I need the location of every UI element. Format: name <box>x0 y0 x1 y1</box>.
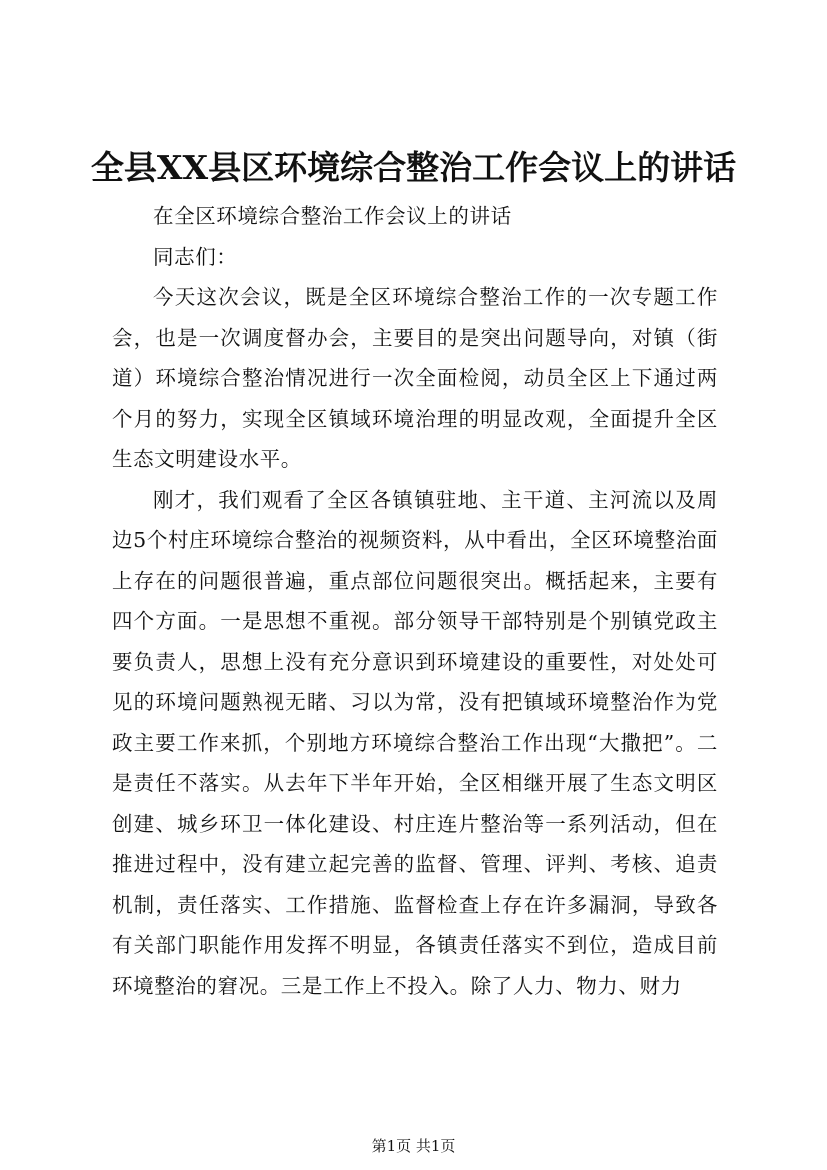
document-body <box>112 196 718 1006</box>
body-paragraph: 今天这次会议，既是全区环境综合整治工作的一次专题工作会，也是一次调度督办会，主要目的是突出问题导向，对镇（街道）环境综合整治情况进行一次全面检阅，动员全区上下通过两个月的努力，实现全区镇域环境治理的明显改观，全面提升全区生态文明建设水平。 <box>112 285 718 471</box>
body-paragraph: 刚才，我们观看了全区各镇镇驻地、主干道、主河流以及周边5个村庄环境综合整治的视频资料，从中看出，全区环境整治面上存在的问题很普遍，重点部位问题很突出。概括起来，主要有四个方面。一是思想不重视。部分领导干部特别是个别镇党政主要负责人，思想上没有充分意识到环境建设的重要性，对处处可见的环境问题熟视无睹、习以为常，没有把镇域环境整治作为党政主要工作来抓，个别地方环境综合整治工作出现“大撒把”。二是责任不落实。从去年下半年开始，全区相继开展了生态文明区创建、城乡环卫一体化建设、村庄连片整治等一系列活动，但在推进过程中，没有建立起完善的监督、管理、评判、考核、追责机制，责任落实、工作措施、监督检查上存在许多漏洞，导致各有关部门职能作用发挥不明显，各镇责任落实不到位，造成目前环境整治的窘况。三是工作上不投入。除了人力、物力、财力 <box>112 487 718 998</box>
greeting-line: 同志们： <box>153 244 238 269</box>
document-title: 全县XX县区环境综合整治工作会议上的讲话 <box>90 148 737 187</box>
subtitle-line: 在全区环境综合整治工作会议上的讲话 <box>153 204 512 228</box>
page-footer: 第1页 共1页 <box>371 1137 456 1155</box>
